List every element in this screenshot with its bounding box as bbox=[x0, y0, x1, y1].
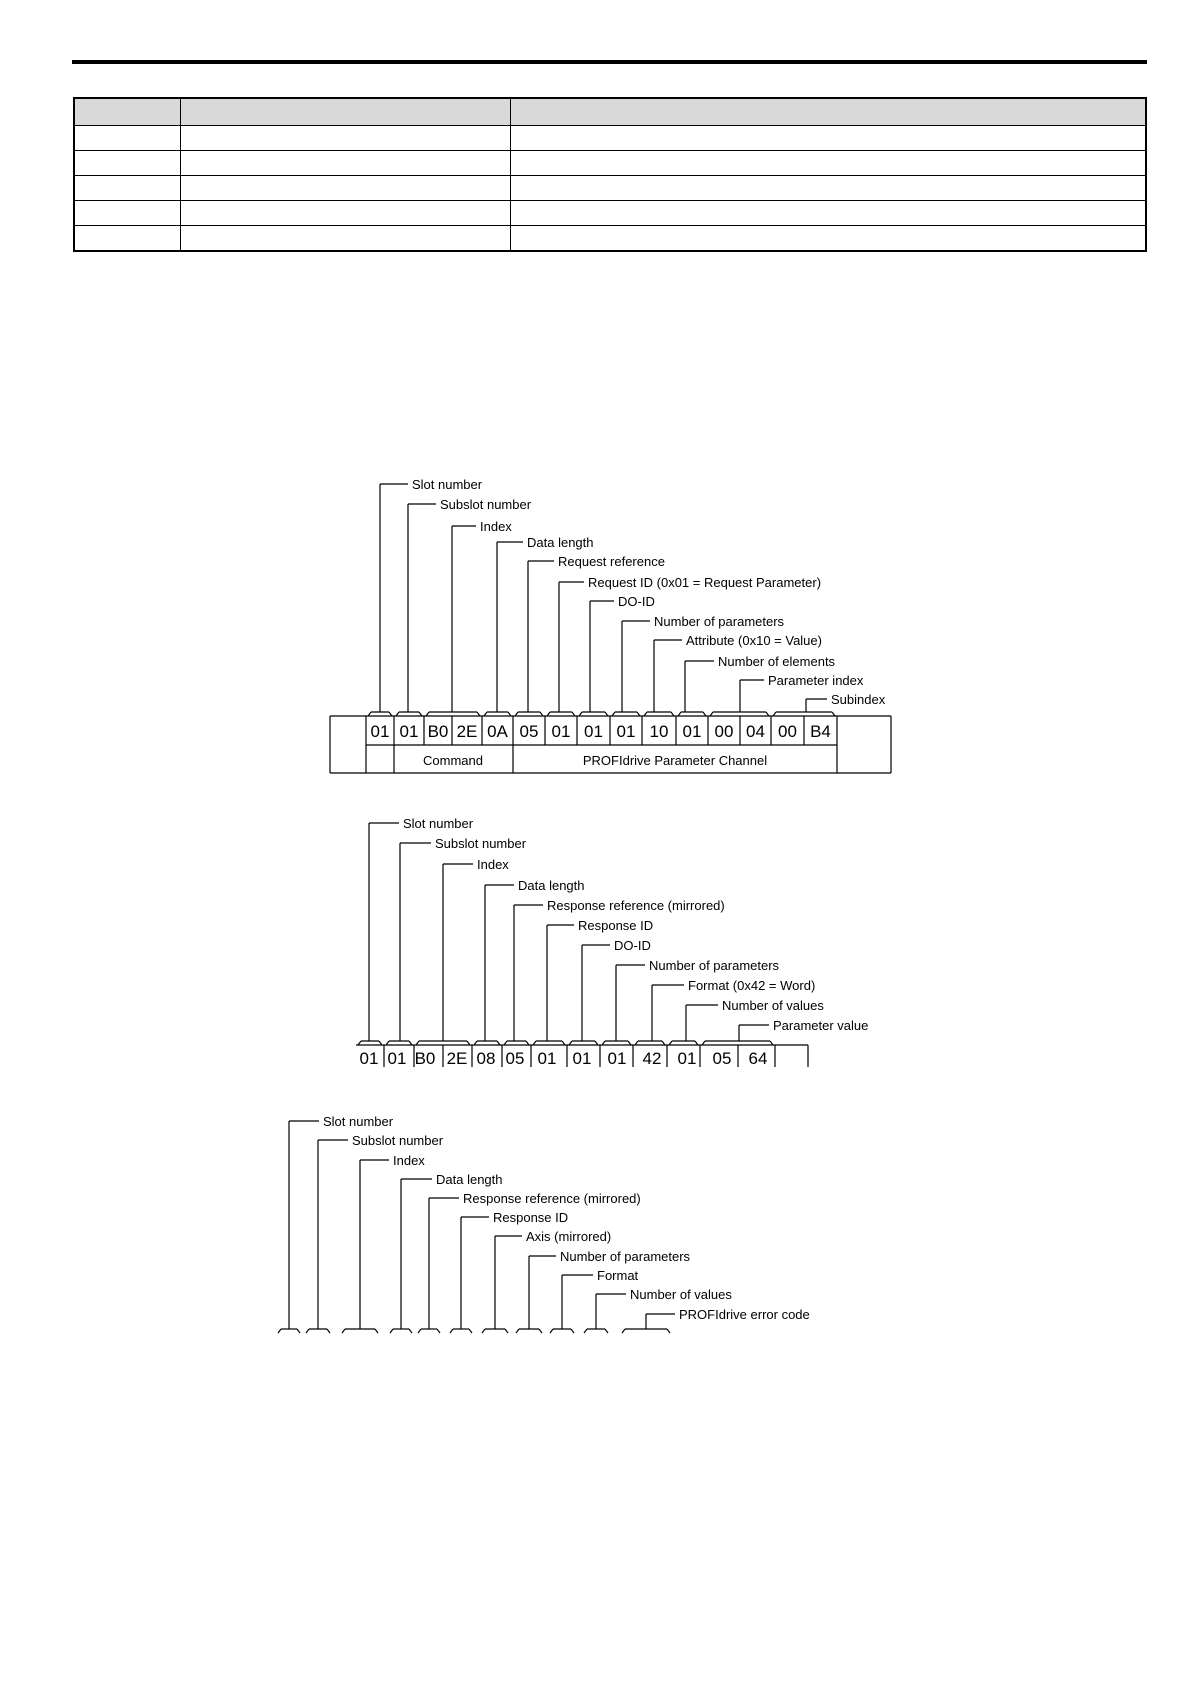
byte-value: B0 bbox=[427, 722, 449, 741]
byte-value: 01 bbox=[551, 722, 571, 741]
field-label: Slot number bbox=[412, 477, 483, 492]
byte-value: 10 bbox=[649, 722, 669, 741]
byte-value: 01 bbox=[572, 1049, 592, 1068]
bracket-line bbox=[297, 1329, 300, 1333]
field-label: Subslot number bbox=[440, 497, 532, 512]
field-label: Request ID (0x01 = Request Parameter) bbox=[588, 575, 822, 590]
byte-value: 05 bbox=[712, 1049, 732, 1068]
field-label: Index bbox=[477, 857, 509, 872]
byte-value: 01 bbox=[399, 722, 419, 741]
byte-value: 64 bbox=[748, 1049, 768, 1068]
byte-value: 05 bbox=[505, 1049, 525, 1068]
field-label: Request reference bbox=[558, 554, 665, 569]
field-label: PROFIdrive error code bbox=[679, 1307, 810, 1322]
response-frame-diagram bbox=[356, 816, 868, 1068]
field-label: Attribute (0x10 = Value) bbox=[686, 633, 822, 648]
bracket-line bbox=[390, 1329, 393, 1333]
byte-value: 01 bbox=[370, 722, 390, 741]
field-label: Response reference (mirrored) bbox=[547, 898, 725, 913]
bracket-line bbox=[667, 1329, 670, 1333]
byte-value: B4 bbox=[810, 722, 831, 741]
byte-value: 01 bbox=[607, 1049, 627, 1068]
bracket-line bbox=[550, 1329, 553, 1333]
bracket-line bbox=[469, 1329, 472, 1333]
byte-value: 01 bbox=[584, 722, 603, 741]
field-label: Response ID bbox=[578, 918, 654, 933]
byte-value: 2E bbox=[446, 1049, 468, 1068]
bracket-line bbox=[450, 1329, 453, 1333]
bracket-line bbox=[584, 1329, 587, 1333]
byte-value: 01 bbox=[677, 1049, 697, 1068]
field-label: Number of parameters bbox=[654, 614, 785, 629]
byte-value: 01 bbox=[537, 1049, 557, 1068]
field-label: Number of parameters bbox=[560, 1249, 691, 1264]
field-label: Number of elements bbox=[718, 654, 836, 669]
byte-value: 2E bbox=[456, 722, 478, 741]
byte-value: 04 bbox=[746, 722, 765, 741]
bracket-line bbox=[437, 1329, 440, 1333]
bracket-line bbox=[622, 1329, 625, 1333]
bracket-line bbox=[375, 1329, 378, 1333]
field-label: Format (0x42 = Word) bbox=[688, 978, 816, 993]
field-label: Parameter index bbox=[768, 673, 864, 688]
field-label: Slot number bbox=[403, 816, 474, 831]
bracket-line bbox=[571, 1329, 574, 1333]
field-label: DO-ID bbox=[618, 594, 655, 609]
bracket-line bbox=[327, 1329, 330, 1333]
bracket-line bbox=[482, 1329, 485, 1333]
bracket-line bbox=[278, 1329, 281, 1333]
field-label: Format bbox=[597, 1268, 639, 1283]
field-label: Data length bbox=[518, 878, 585, 893]
field-label: Number of values bbox=[630, 1287, 732, 1302]
bracket-line bbox=[409, 1329, 412, 1333]
field-label: Data length bbox=[527, 535, 594, 550]
byte-value: 42 bbox=[642, 1049, 662, 1068]
byte-value: 0A bbox=[487, 722, 508, 741]
bracket-line bbox=[306, 1329, 309, 1333]
byte-value: 00 bbox=[714, 722, 734, 741]
field-label: Response ID bbox=[493, 1210, 569, 1225]
error-response-frame-diagram bbox=[278, 1114, 810, 1333]
field-label: DO-ID bbox=[614, 938, 651, 953]
field-label: Index bbox=[480, 519, 512, 534]
byte-value: 08 bbox=[476, 1049, 496, 1068]
field-label: Number of parameters bbox=[649, 958, 780, 973]
byte-value: 01 bbox=[387, 1049, 407, 1068]
field-label: Subindex bbox=[831, 692, 886, 707]
byte-value: 01 bbox=[359, 1049, 379, 1068]
byte-value: 01 bbox=[682, 722, 702, 741]
request-frame-diagram bbox=[330, 477, 891, 773]
bracket-line bbox=[516, 1329, 519, 1333]
bracket-line bbox=[418, 1329, 421, 1333]
byte-value: 00 bbox=[778, 722, 797, 741]
field-label: Data length bbox=[436, 1172, 503, 1187]
bracket-line bbox=[342, 1329, 345, 1333]
byte-value: B0 bbox=[414, 1049, 436, 1068]
field-label: Subslot number bbox=[352, 1133, 444, 1148]
field-label: Index bbox=[393, 1153, 425, 1168]
group-label-command: Command bbox=[423, 753, 483, 768]
field-label: Slot number bbox=[323, 1114, 394, 1129]
field-label: Number of values bbox=[722, 998, 824, 1013]
field-label: Response reference (mirrored) bbox=[463, 1191, 641, 1206]
bracket-line bbox=[539, 1329, 542, 1333]
bracket-line bbox=[505, 1329, 508, 1333]
byte-value: 01 bbox=[616, 722, 636, 741]
field-label: Subslot number bbox=[435, 836, 527, 851]
byte-value: 05 bbox=[519, 722, 539, 741]
field-label: Parameter value bbox=[773, 1018, 869, 1033]
bracket-line bbox=[605, 1329, 608, 1333]
group-label-channel: PROFIdrive Parameter Channel bbox=[582, 753, 768, 768]
field-label: Axis (mirrored) bbox=[526, 1229, 612, 1244]
